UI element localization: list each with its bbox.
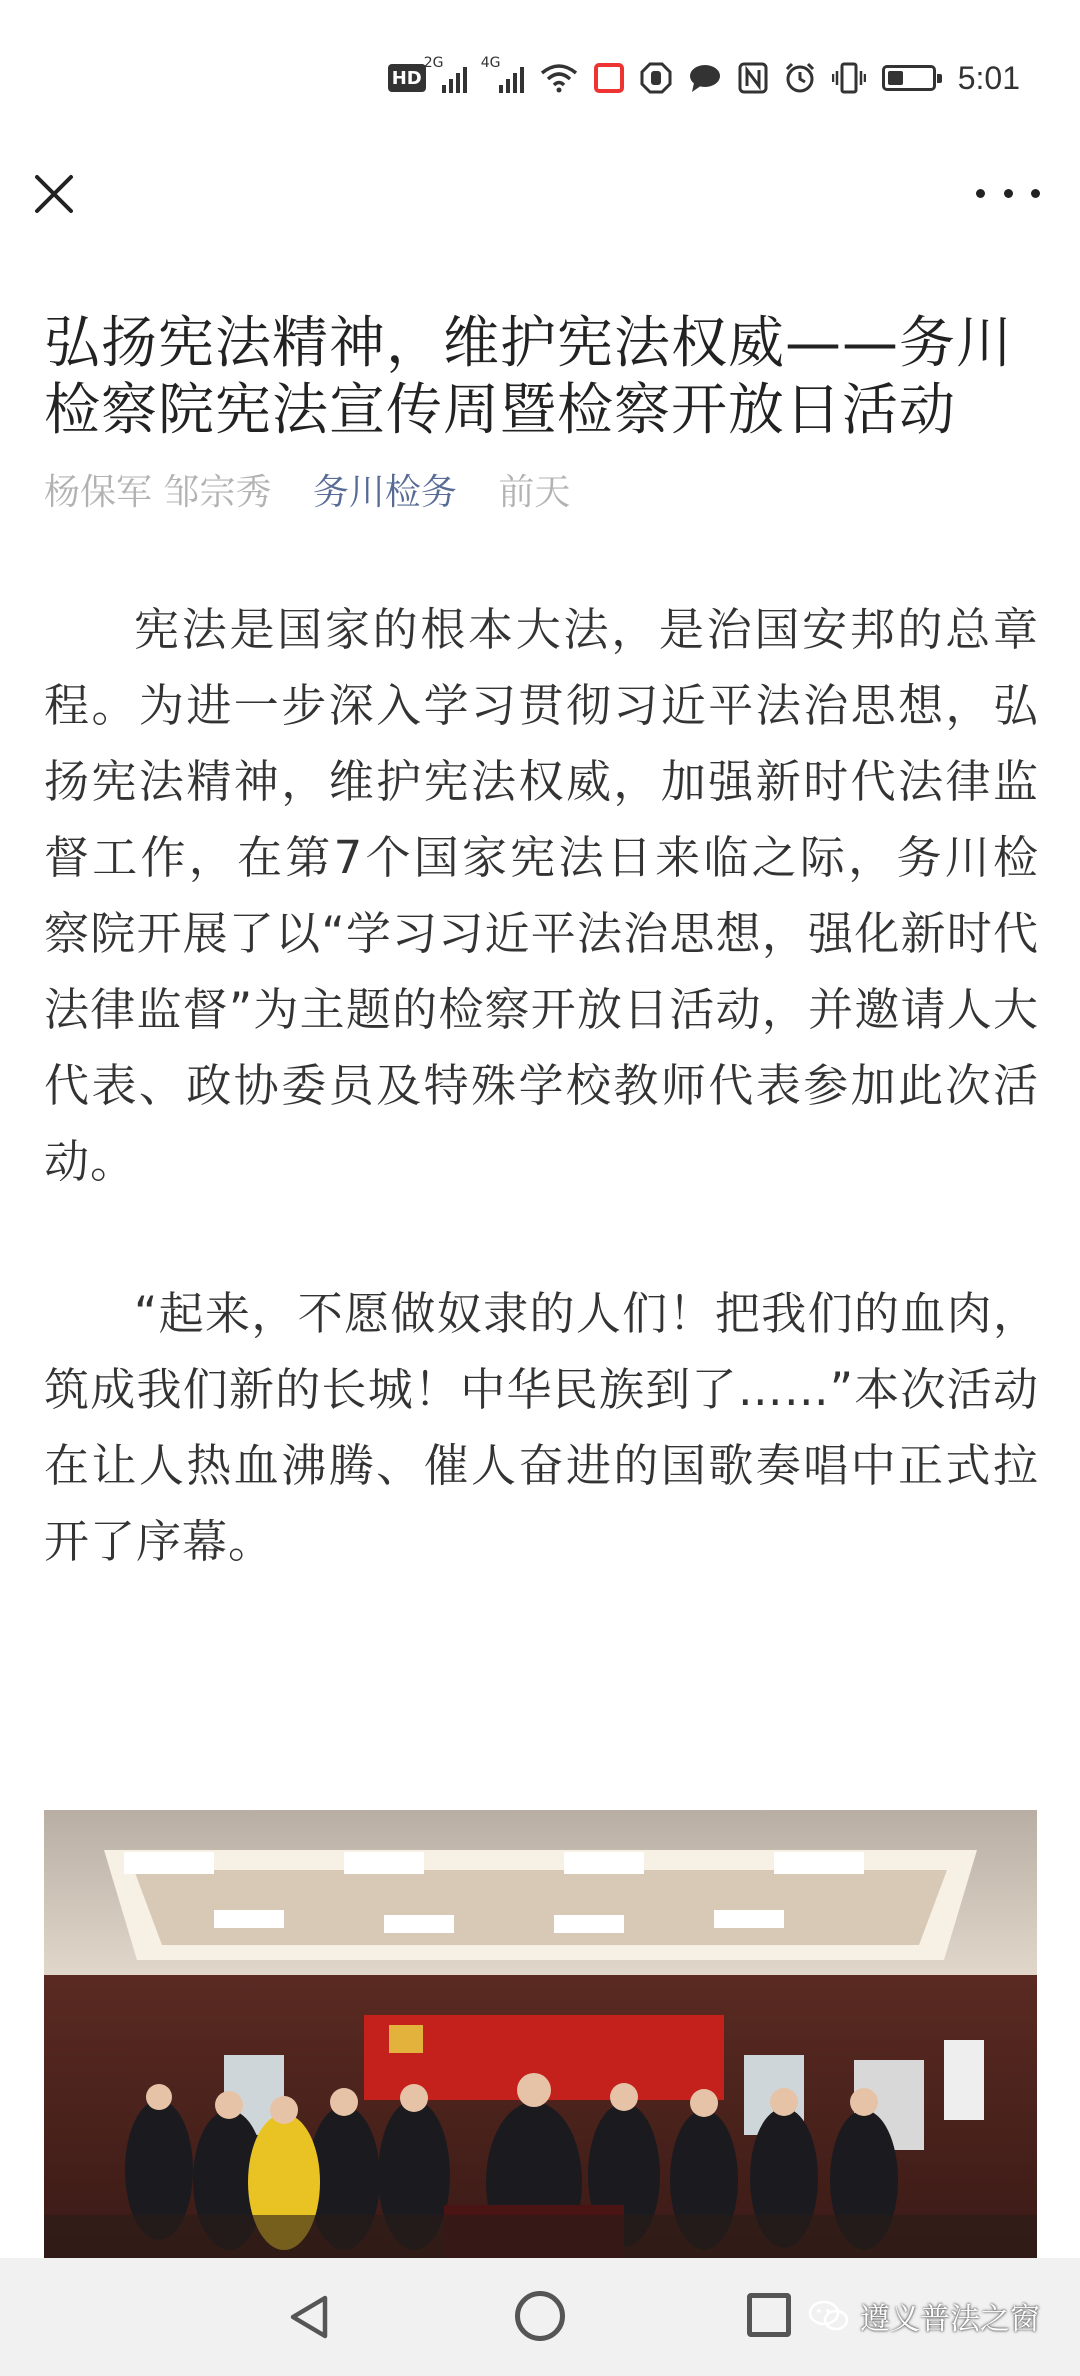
hd-voice-icon: HD [388, 64, 426, 92]
notification-app-icon [594, 63, 624, 93]
clock: 5:01 [957, 59, 1020, 96]
article-paragraph: 宪法是国家的根本大法，是治国安邦的总章程。为进一步深入学习贯彻习近平法治思想，弘扬宪法精神，维护宪法权威，加强新时代法律监督工作，在第7个国家宪法日来临之际，务川检察院开展了以“学习习近平法治思想，强化新时代法律监督”为主题的检察开放日活动，并邀请人大代表、政协委员及特殊学校教师代表参加此次活动。 [44, 603, 1039, 1188]
close-icon[interactable] [28, 168, 80, 220]
back-icon[interactable] [285, 2292, 335, 2342]
article-photo[interactable] [44, 1810, 1037, 2260]
article-authors: 杨保军 邹宗秀 [44, 472, 272, 513]
signal-4g-icon [480, 55, 524, 93]
top-nav-bar [0, 150, 1080, 230]
system-nav-bar [0, 2258, 1080, 2376]
recent-apps-icon[interactable] [747, 2293, 791, 2337]
watermark [808, 2294, 1040, 2338]
home-icon[interactable] [515, 2291, 565, 2341]
signal-2g-icon [423, 55, 467, 93]
account-link[interactable]: 务川检务 [312, 472, 457, 513]
article-meta [44, 468, 1039, 518]
more-dot-icon [976, 189, 985, 198]
wifi-icon [540, 63, 578, 93]
battery-icon [882, 65, 936, 91]
vibrate-icon [832, 62, 866, 94]
more-dot-icon [1004, 189, 1013, 198]
status-icons [388, 55, 1020, 98]
article [44, 310, 1039, 1580]
hand-icon [640, 62, 672, 94]
alarm-icon [784, 62, 816, 94]
meeting-room-photo [44, 1810, 1037, 2260]
status-bar [0, 0, 1080, 150]
more-dot-icon [1031, 189, 1040, 198]
publish-time: 前天 [498, 472, 571, 513]
watermark-text: 遵义普法之窗 [860, 2302, 1040, 2337]
more-options-button[interactable] [976, 168, 1040, 218]
battery-fill [888, 71, 903, 85]
article-title: 弘扬宪法精神，维护宪法权威——务川检察院宪法宣传周暨检察开放日活动 [44, 311, 1013, 443]
article-paragraph: “起来，不愿做奴隶的人们！把我们的血肉，筑成我们新的长城！中华民族到了……”本次活动在让人热血沸腾、催人奋进的国歌奏唱中正式拉开了序幕。 [44, 1287, 1039, 1568]
signal-4g-label: 4G [480, 55, 501, 71]
wechat-icon [808, 2299, 850, 2333]
signal-2g-label: 2G [423, 55, 444, 71]
nfc-icon [738, 62, 768, 94]
message-icon [688, 63, 722, 93]
